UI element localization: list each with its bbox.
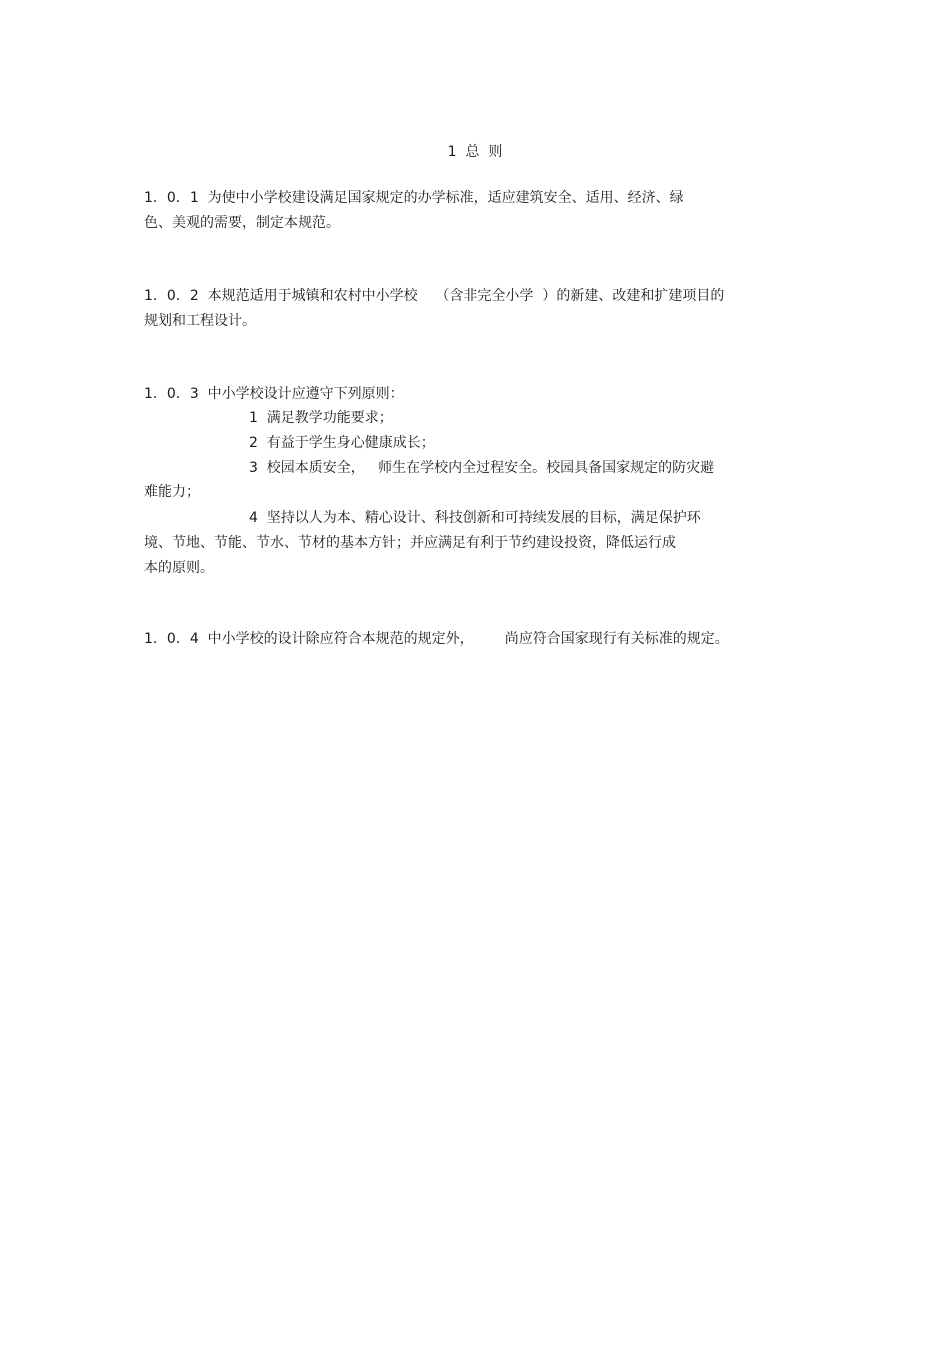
clause-1-0-3-item-2: 2 有益于学生身心健康成长； <box>249 435 435 451</box>
clause-1-0-4-line-1: 1．0．4 中小学校的设计除应符合本规范的规定外， 尚应符合国家现行有关标准的规定。 <box>144 631 729 647</box>
clause-1-0-3-item-3-line-1: 3 校园本质安全， 师生在学校内全过程安全。校园具备国家规定的防灾避 <box>249 460 715 476</box>
clause-1-0-3-intro: 1．0．3 中小学校设计应遵守下列原则： <box>144 386 404 402</box>
clause-1-0-3-item-4-line-2: 境、节地、节能、节水、节材的基本方针；并应满足有利于节约建设投资，降低运行成 <box>144 535 676 551</box>
clause-1-0-3-item-3-line-2: 难能力； <box>144 484 200 500</box>
clause-1-0-3-item-1: 1 满足教学功能要求； <box>249 410 393 426</box>
clause-1-0-1-line-2: 色、美观的需要，制定本规范。 <box>144 215 340 231</box>
clause-1-0-3-item-4-line-3: 本的原则。 <box>144 560 214 576</box>
clause-1-0-3-item-4-line-1: 4 坚持以人为本、精心设计、科技创新和可持续发展的目标，满足保护环 <box>249 510 701 526</box>
clause-1-0-1-line-1: 1．0．1 为使中小学校建设满足国家规定的办学标准，适应建筑安全、适用、经济、绿 <box>144 190 684 206</box>
chapter-title: 1 总 则 <box>447 144 503 160</box>
clause-1-0-2-line-1: 1．0．2 本规范适用于城镇和农村中小学校 （含非完全小学 ）的新建、改建和扩建项目的 <box>144 288 725 304</box>
clause-1-0-2-line-2: 规划和工程设计。 <box>144 313 256 329</box>
